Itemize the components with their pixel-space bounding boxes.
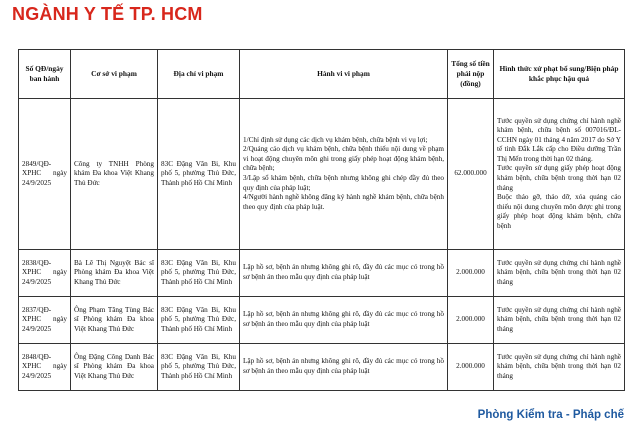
decision-cell: 2848/QĐ-XPHC ngày 24/9/2025 [19,344,71,391]
table-row [19,297,625,344]
column-header-violations: Hành vi vi phạm [240,50,448,99]
facility-cell: Bà Lê Thị Nguyệt Bác sĩ Phòng khám Đa khoa Việt Khang Thủ Đức [71,250,158,297]
footer-department: Phòng Kiểm tra - Pháp chế [477,409,624,421]
penalties-cell: Tước quyền sử dụng chứng chỉ hành nghề khám bệnh, chữa bệnh trong thời hạn 02 tháng [494,250,625,297]
column-header-decision: Số QĐ/ngày ban hành [19,50,71,99]
decision-cell: 2849/QĐ-XPHC ngày 24/9/2025 [19,99,71,250]
column-header-facility: Cơ sở vi phạm [71,50,158,99]
column-header-amount: Tổng số tiền phải nộp (đồng) [448,50,494,99]
table-row [19,99,625,250]
violations-cell: Lập hồ sơ, bệnh án nhưng không ghi rõ, đầy đủ các mục có trong hồ sơ bệnh án theo mẫu quy định của pháp luật [240,297,448,344]
violations-cell [240,99,448,250]
amount-cell: 2.000.000 [448,344,494,391]
penalties-cell: Tước quyền sử dụng chứng chỉ hành nghề khám bệnh, chữa bệnh trong thời hạn 02 tháng [494,297,625,344]
violations-cell: Lập hồ sơ, bệnh án nhưng không ghi rõ, đầy đủ các mục có trong hồ sơ bệnh án theo mẫu quy định của pháp luật [240,344,448,391]
violation-item: 1/Chỉ định sử dụng các dịch vụ khám bệnh, chữa bệnh vi vụ lợi; [243,135,428,144]
penalty-item: Buộc tháo gỡ, tháo dỡ, xóa quảng cáo thiếu nội dung chuyên môn được ghi trong giấy phép hoạt động khám bệnh, chữa bệnh [497,193,621,230]
penalty-item: Tước quyền sử dụng chứng chỉ hành nghề khám bệnh, chữa bệnh số 007016/ĐL-CCHN ngày 01 tháng 4 năm 2017 do Sở Y tế tỉnh Đắk Lắk cấp cho Điều dưỡng Trần Thị Mến trong thời hạn 02 tháng. [497,116,621,163]
penalties-cell [494,99,625,250]
address-cell: 83C Đặng Văn Bi, Khu phố 5, phường Thủ Đức, Thành phố Hồ Chí Minh [158,297,240,344]
violation-item: 3/Lập sổ khám bệnh, chữa bệnh nhưng không ghi chép đầy đủ theo quy định của pháp luật; [243,174,444,192]
violation-item: 2/Quảng cáo dịch vụ khám bệnh, chữa bệnh thiếu nội dung về phạm vi hoạt động chuyên môn ghi trong giấy phép hoạt động khám bệnh, chữa bệnh; [243,145,444,173]
violation-item: 4/Người hành nghề không đăng ký hành nghề khám bệnh, chữa bệnh theo quy định của pháp luật. [243,193,444,211]
violations-table [18,49,625,391]
amount-cell: 62.000.000 [448,99,494,250]
amount-cell: 2.000.000 [448,250,494,297]
column-header-penalties: Hình thức xử phạt bổ sung/Biện pháp khắc phục hậu quả [494,50,625,99]
decision-cell: 2838/QĐ-XPHC ngày 24/9/2025 [19,250,71,297]
violations-cell: Lập hồ sơ, bệnh án nhưng không ghi rõ, đầy đủ các mục có trong hồ sơ bệnh án theo mẫu quy định của pháp luật [240,250,448,297]
facility-cell: Ông Phạm Tăng Tùng Bác sĩ Phòng khám Đa khoa Việt Khang Thủ Đức [71,297,158,344]
address-cell: 83C Đặng Văn Bi, Khu phố 5, phường Thủ Đức, Thành phố Hồ Chí Minh [158,344,240,391]
penalty-item: Tước quyền sử dụng giấy phép hoạt động khám bệnh, chữa bệnh trong thời hạn 02 tháng [497,164,621,192]
table-row [19,344,625,391]
facility-cell: Ông Đặng Công Danh Bác sĩ Phòng khám Đa khoa Việt Khang Thủ Đức [71,344,158,391]
facility-cell: Công ty TNHH Phòng khám Đa khoa Việt Khang Thủ Đức [71,99,158,250]
address-cell: 83C Đặng Văn Bi, Khu phố 5, phường Thủ Đức, Thành phố Hồ Chí Minh [158,99,240,250]
table-header-row [19,50,625,99]
address-cell: 83C Đặng Văn Bi, Khu phố 5, phường Thủ Đức, Thành phố Hồ Chí Minh [158,250,240,297]
column-header-address: Địa chỉ vi phạm [158,50,240,99]
amount-cell: 2.000.000 [448,297,494,344]
table-row [19,250,625,297]
penalties-cell: Tước quyền sử dụng chứng chỉ hành nghề khám bệnh, chữa bệnh trong thời hạn 02 tháng [494,344,625,391]
decision-cell: 2837/QĐ-XPHC ngày 24/9/2025 [19,297,71,344]
page-title: NGÀNH Y TẾ TP. HCM [12,4,203,24]
